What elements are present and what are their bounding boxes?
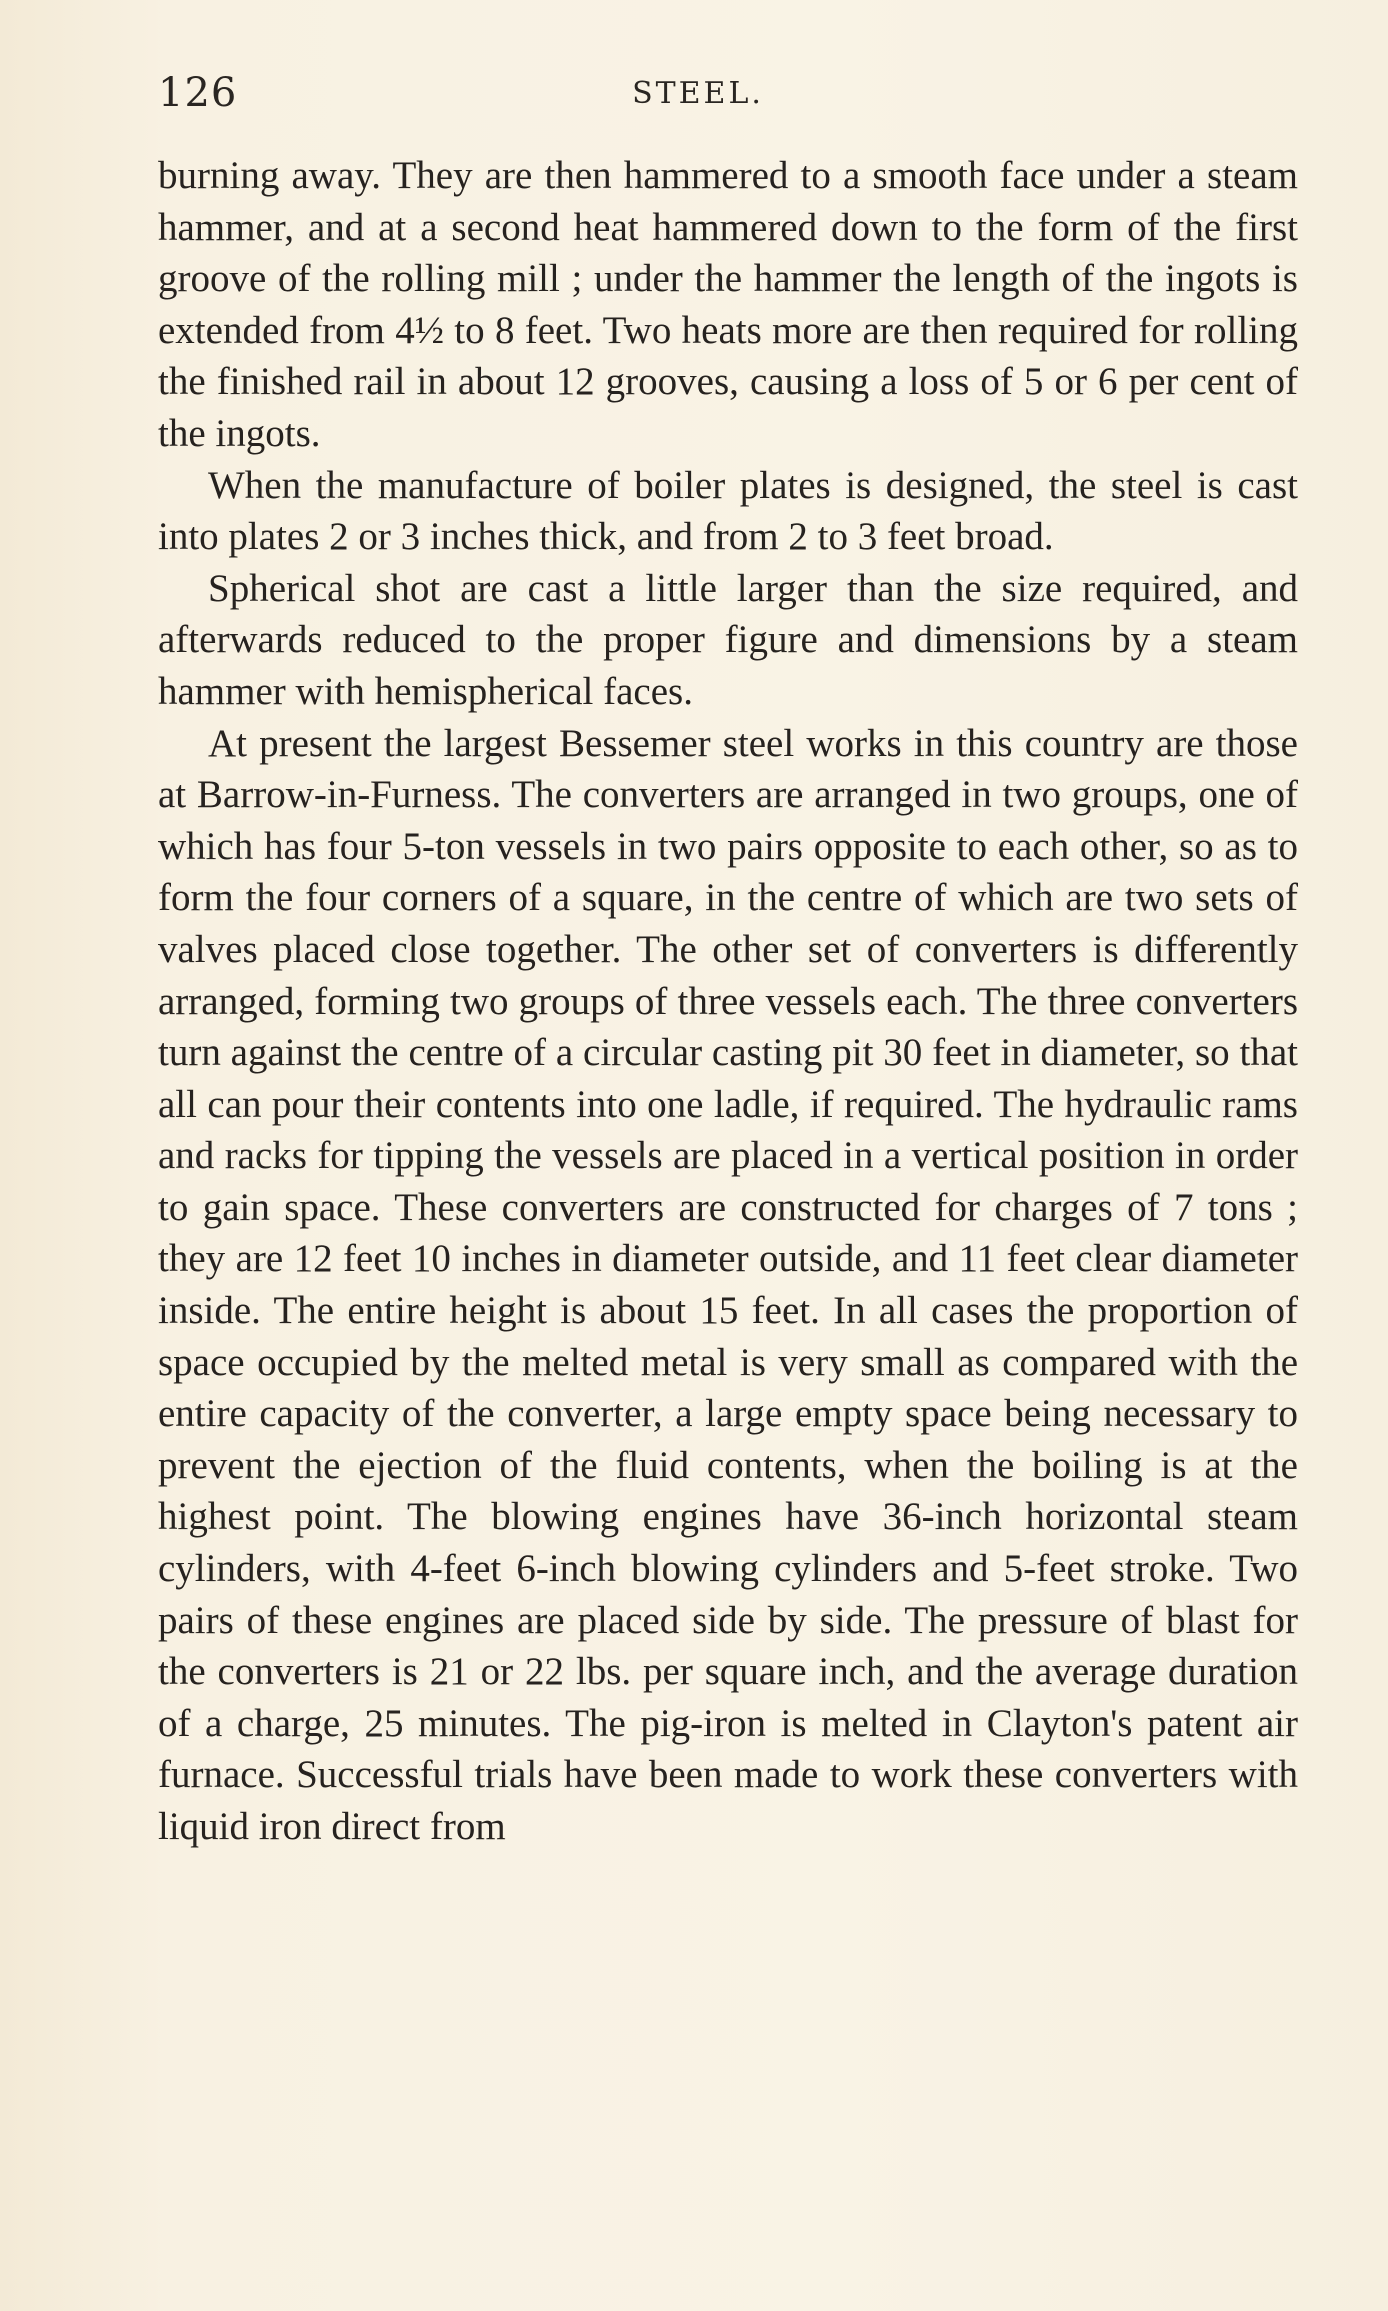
paragraph-boiler-plates: When the manufacture of boiler plates is designed, the steel is cast into plates 2 or 3 inches thick, and from 2 to 3 feet broad. [158, 463, 1298, 559]
paragraph-continued: burning away. They are then hammered to a smooth face under a steam hammer, and at a second heat hammered down to the form of the first groove of the rolling mill ; under the hammer the length of the ingots is extended from 4½ to 8 feet. Two heats more are then required for rolling the finished rail in about 12 grooves, causing a loss of 5 or 6 per cent of the ingots. [158, 154, 1298, 455]
paragraph-spherical-shot: Spherical shot are cast a little larger than the size required, and afterwards reduced to the proper figure and dimensions by a steam hammer with hemispherical faces. [158, 566, 1298, 713]
page-number: 126 [158, 70, 238, 116]
body-text [158, 150, 1298, 1853]
running-head [158, 70, 1298, 130]
paragraph-bessemer-works: At present the largest Bessemer steel works in this country are those at Barrow-in-Furness. The converters are arranged in two groups, one of which has four 5-ton vessels in two pairs opposite to each other, so as to form the four corners of a square, in the centre of which are two sets of valves placed close together. The other set of converters is differently arranged, forming two groups of three vessels each. The three converters turn against the centre of a circular casting pit 30 feet in diameter, so that all can pour their contents into one ladle, if required. The hydraulic rams and racks for tipping the vessels are placed in a vertical position in order to gain space. These converters are constructed for charges of 7 tons ; they are 12 feet 10 inches in diameter outside, and 11 feet clear diameter inside. The entire height is about 15 feet. In all cases the proportion of space occupied by the melted metal is very small as compared with the entire capacity of the converter, a large empty space being necessary to prevent the ejection of the fluid contents, when the boiling is at the highest point. The blowing engines have 36-inch horizontal steam cylinders, with 4-feet 6-inch blowing cylinders and 5-feet stroke. Two pairs of these engines are placed side by side. The pressure of blast for the converters is 21 or 22 lbs. per square inch, and the average duration of a charge, 25 minutes. The pig-iron is melted in Clayton's patent air furnace. Successful trials have been made to work these converters with liquid iron direct from [158, 721, 1298, 1848]
running-title: STEEL. [632, 76, 764, 111]
